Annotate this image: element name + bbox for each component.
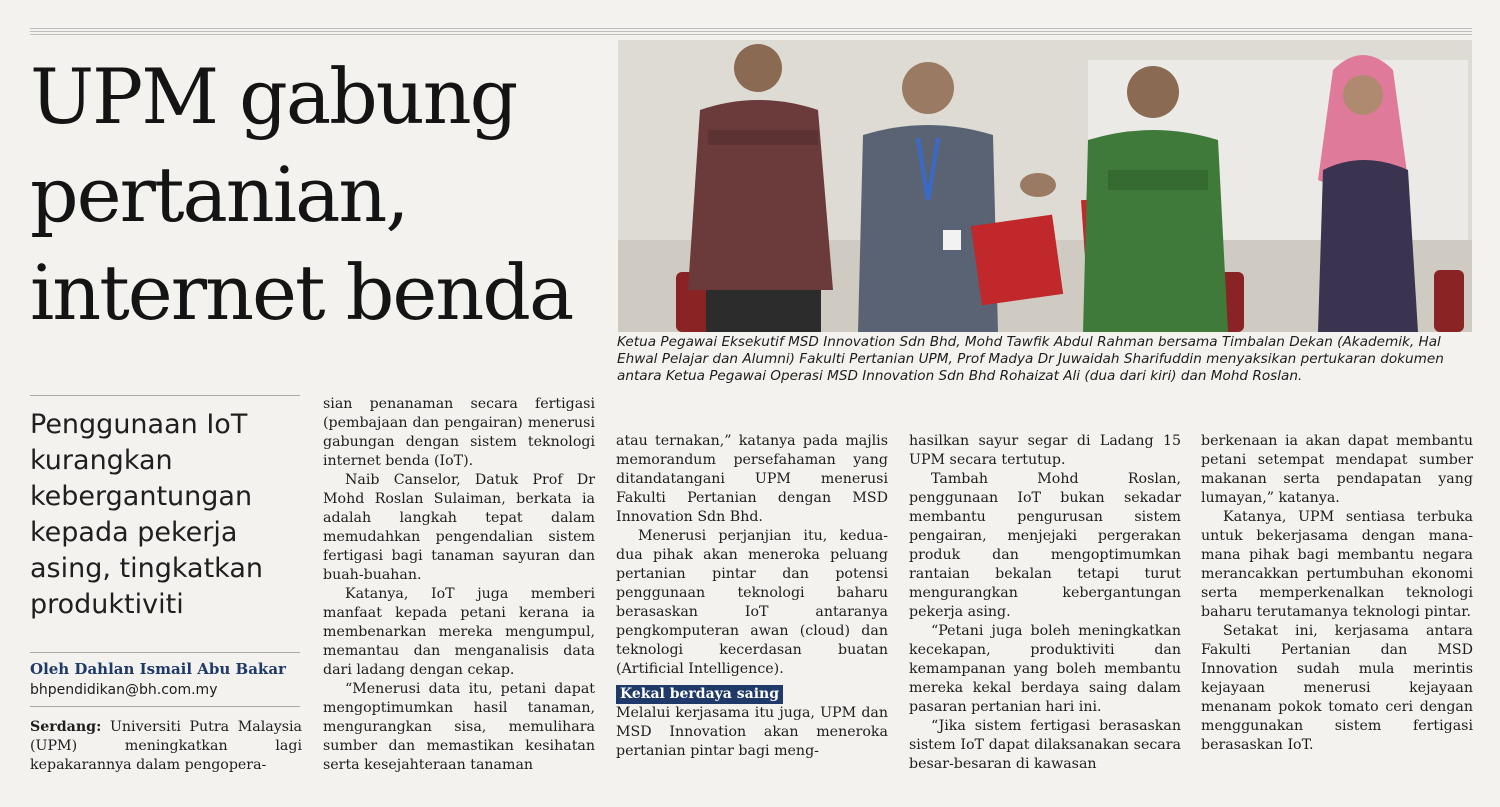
paragraph: hasilkan sayur segar di Ladang 15 UPM secara tertutup. bbox=[909, 433, 1181, 468]
column-2 bbox=[323, 395, 595, 775]
subheadline: Penggunaan IoT kurangkan kebergantungan kepada pekerja asing, tingkatkan produktiviti bbox=[30, 409, 263, 620]
lead-text: Universiti Putra Malaysia (UPM) meningkatkan lagi kepakarannya dalam pengopera- bbox=[30, 719, 302, 773]
paragraph: Katanya, IoT juga memberi manfaat kepada petani kerana ia membenarkan mereka mengumpul, memantau dan menganalisis data dari ladang dengan cekap. bbox=[323, 586, 595, 678]
photo-signing-ceremony-icon bbox=[618, 40, 1472, 332]
paragraph: Melalui kerjasama itu juga, UPM dan MSD Innovation akan meneroka pertanian pintar bagi meng- bbox=[616, 705, 888, 759]
dateline: Serdang: bbox=[30, 719, 102, 735]
paragraph: Setakat ini, kerjasama antara Fakulti Pertanian dan MSD Innovation sudah mula merintis kejayaan menerusi kejayaan menanam pokok tomato ceri dengan menggunakan sistem fertigasi berasaskan IoT. bbox=[1201, 623, 1473, 753]
paragraph: “Menerusi data itu, petani dapat mengoptimumkan hasil tanaman, mengurangkan sisa, memulihara sumber dan memastikan kesihatan serta kesejahteraan tanaman bbox=[323, 681, 595, 773]
column-1 bbox=[30, 718, 302, 775]
section-subtitle: Kekal berdaya saing bbox=[616, 685, 783, 704]
byline: Oleh Dahlan Ismail Abu Bakar bbox=[30, 660, 286, 678]
column-4 bbox=[909, 432, 1181, 774]
email-rule bbox=[30, 706, 300, 707]
byline-rule bbox=[30, 652, 300, 653]
paragraph: Menerusi perjanjian itu, kedua-dua pihak akan meneroka peluang pertanian pintar dan potensi penggunaan teknologi baharu berasaskan IoT antaranya pengkomputeran awan (cloud) dan teknologi kecerdasan buatan (Artificial Intelligence). bbox=[616, 528, 888, 677]
paragraph: sian penanaman secara fertigasi (pembajaan dan pengairan) menerusi gabungan dengan sistem teknologi internet benda (IoT). bbox=[323, 396, 595, 469]
top-rule bbox=[30, 28, 1472, 36]
photo-caption: Ketua Pegawai Eksekutif MSD Innovation Sdn Bhd, Mohd Tawfik Abdul Rahman bersama Timbalan Dekan (Akademik, Hal Ehwal Pelajar dan Alumni) Fakulti Pertanian UPM, Prof Madya Dr Juwaidah Sharifuddin menyaksikan pertukaran dokumen antara Ketua Pegawai Operasi MSD Innovation Sdn Bhd Rohaizat Ali (dua dari kiri) dan Mohd Roslan. bbox=[617, 334, 1444, 384]
column-5 bbox=[1201, 432, 1473, 755]
author-email: bhpendidikan@bh.com.my bbox=[30, 682, 218, 698]
paragraph: “Petani juga boleh meningkatkan kecekapan, produktiviti dan kemampanan yang boleh membantu mereka kekal berdaya saing dalam pasaran pertanian hari ini. bbox=[909, 623, 1181, 715]
paragraph: “Jika sistem fertigasi berasaskan sistem IoT dapat dilaksanakan secara besar-besaran di kawasan bbox=[909, 718, 1181, 772]
news-photo bbox=[618, 40, 1472, 332]
subhead-rule bbox=[30, 395, 300, 396]
paragraph: Naib Canselor, Datuk Prof Dr Mohd Roslan Sulaiman, berkata ia adalah langkah tepat dalam memudahkan pengendalian sistem fertigasi bagi tanaman sayuran dan buah-buahan. bbox=[323, 472, 595, 583]
paragraph: berkenaan ia akan dapat membantu petani setempat mendapat sumber makanan serta pendapatan yang lumayan,” katanya. bbox=[1201, 433, 1473, 506]
column-3 bbox=[616, 432, 888, 761]
paragraph: atau ternakan,” katanya pada majlis memorandum persefahaman yang ditandatangani UPM menerusi Fakulti Pertanian dengan MSD Innovation Sdn Bhd. bbox=[616, 433, 888, 525]
lead-paragraph bbox=[30, 718, 302, 775]
paragraph: Tambah Mohd Roslan, penggunaan IoT bukan sekadar membantu pengurusan sistem pengairan, menjejaki pergerakan produk dan mengoptimumkan rantaian bekalan tetapi turut mengurangkan kebergantungan pekerja asing. bbox=[909, 471, 1181, 620]
paragraph: Katanya, UPM sentiasa terbuka untuk bekerjasama dengan mana-mana pihak bagi membantu negara merancakkan pertumbuhan ekonomi serta memperkenalkan teknologi baharu terutamanya teknologi pintar. bbox=[1201, 509, 1473, 620]
headline: UPM gabung pertanian, internet benda bbox=[30, 52, 573, 337]
